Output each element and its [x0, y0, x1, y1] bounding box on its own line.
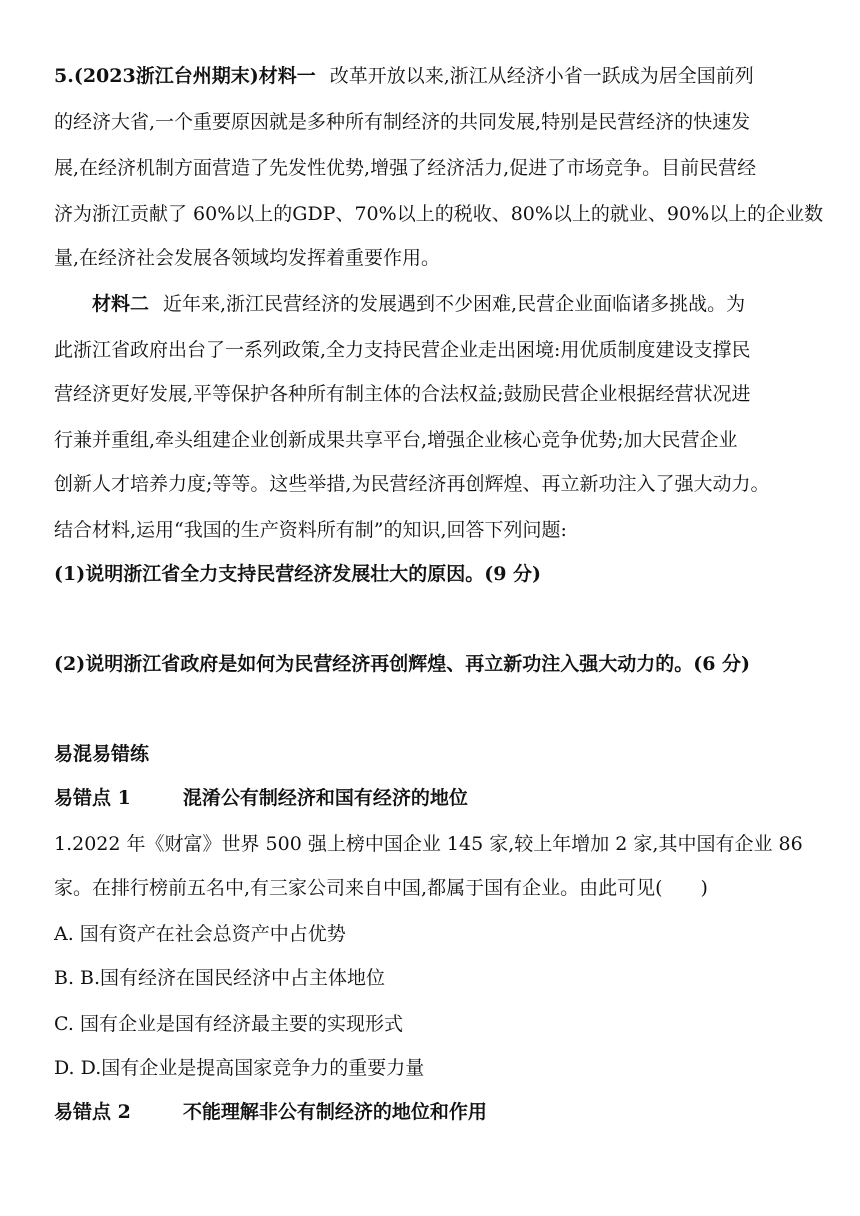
q1-option-a: A. 国有资产在社会总资产中占优势 — [54, 923, 346, 945]
material1-line: 量,在经济社会发展各领域均发挥着重要作用。 — [54, 247, 441, 269]
section-title: 易混易错练 — [54, 743, 150, 765]
q5-sub-question-1: (1)说明浙江省全力支持民营经济发展壮大的原因。(9 分) — [54, 563, 542, 585]
error-point-2-title: 不能理解非公有制经济的地位和作用 — [182, 1101, 487, 1123]
q1-option-d: D. D.国有企业是提高国家竞争力的重要力量 — [54, 1057, 425, 1079]
error-point-2-label: 易错点 2 — [54, 1101, 131, 1123]
material2-line: 近年来,浙江民营经济的发展遇到不少困难,民营企业面临诸多挑战。为 — [163, 293, 746, 315]
q5-source: 5.(2023浙江台州期末) — [54, 65, 259, 87]
error-point-1 — [54, 784, 814, 812]
q1-stem-line: 家。在排行榜前五名中,有三家公司来自中国,都属于国有企业。由此可见( ) — [54, 877, 708, 899]
material1-label: 材料一 — [258, 65, 316, 87]
q1-option-c: C. 国有企业是国有经济最主要的实现形式 — [54, 1013, 403, 1035]
q5-first-line — [54, 62, 814, 90]
material2-line: 营经济更好发展,平等保护各种所有制主体的合法权益;鼓励民营企业根据经营状况进 — [54, 383, 751, 405]
material1-line: 展,在经济机制方面营造了先发性优势,增强了经济活力,促进了市场竞争。目前民营经 — [54, 157, 757, 179]
material2-line: 创新人才培养力度;等等。这些举措,为民营经济再创辉煌、再立新功注入了强大动力。 — [54, 473, 770, 495]
q5-sub-question-2: (2)说明浙江省政府是如何为民营经济再创辉煌、再立新功注入强大动力的。(6 分) — [54, 653, 751, 675]
error-point-1-label: 易错点 1 — [54, 787, 131, 809]
material1-line: 改革开放以来,浙江从经济小省一跃成为居全国前列 — [329, 65, 754, 87]
error-point-1-title: 混淆公有制经济和国有经济的地位 — [182, 787, 468, 809]
material2-first-line — [92, 290, 852, 318]
error-point-2 — [54, 1098, 814, 1126]
q1-option-b: B. B.国有经济在国民经济中占主体地位 — [54, 967, 386, 989]
material2-line: 此浙江省政府出台了一系列政策,全力支持民营企业走出困境:用优质制度建设支撑民 — [54, 339, 751, 361]
q5-instruction: 结合材料,运用“我国的生产资料所有制”的知识,回答下列问题: — [54, 519, 567, 541]
material2-label: 材料二 — [92, 293, 150, 315]
q1-stem-line: 1.2022 年《财富》世界 500 强上榜中国企业 145 家,较上年增加 2 家,其中国有企业 86 — [54, 833, 803, 855]
material2-line: 行兼并重组,牵头组建企业创新成果共享平台,增强企业核心竞争优势;加大民营企业 — [54, 429, 738, 451]
material1-line: 的经济大省,一个重要原因就是多种所有制经济的共同发展,特别是民营经济的快速发 — [54, 111, 751, 133]
material1-line: 济为浙江贡献了 60%以上的GDP、70%以上的税收、80%以上的就业、90%以上的企业数 — [54, 203, 824, 225]
